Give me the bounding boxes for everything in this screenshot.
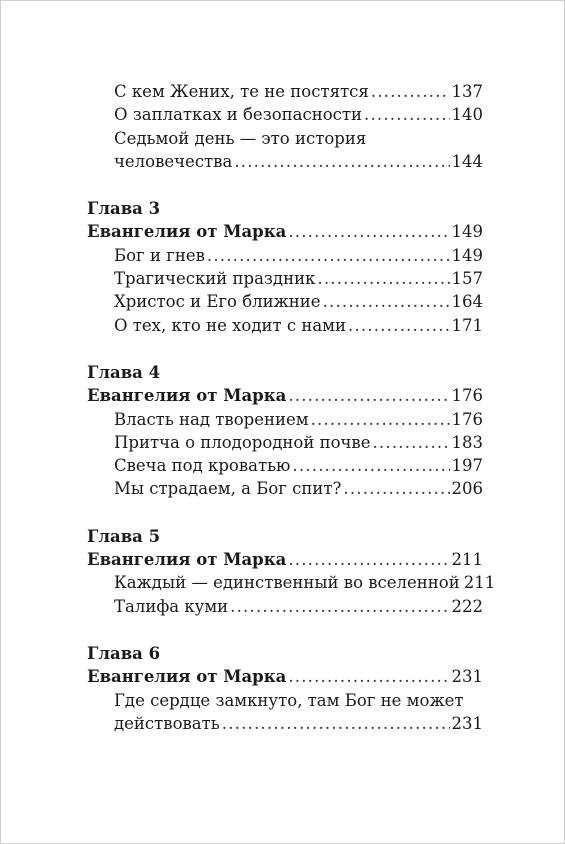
toc-entry-title: Талифа куми: [114, 596, 229, 616]
chapter-heading: Глава 4: [87, 362, 161, 382]
section-gap: [87, 173, 483, 197]
toc-entry-title: Притча о плодородной почве: [114, 432, 371, 452]
toc-entry-page: 222: [451, 596, 483, 616]
toc-entry[interactable]: [87, 408, 483, 431]
chapter-book-entry[interactable]: [87, 665, 483, 688]
toc-entry-title: О заплатках и безопасности: [114, 105, 362, 125]
toc-entry-page: 183: [451, 432, 483, 452]
section-gap: [87, 501, 483, 525]
toc-entry-title-line2: действовать: [114, 713, 220, 733]
dot-leader: [371, 80, 450, 103]
toc-entry-title: Христос и Его ближние: [114, 292, 321, 312]
dot-leader: [323, 290, 450, 313]
toc-entry-title: Каждый — единственный во вселенной: [114, 573, 460, 593]
dot-leader: [348, 314, 449, 337]
toc-entry-title: Мы страдаем, а Бог спит?: [114, 479, 342, 499]
chapter-heading: Глава 3: [87, 199, 161, 219]
toc-entry-page: 206: [451, 479, 483, 499]
toc-entry[interactable]: [87, 454, 483, 477]
toc-entry[interactable]: [87, 712, 483, 735]
toc-entry[interactable]: [87, 571, 496, 594]
dot-leader: [207, 244, 450, 267]
dot-leader: [311, 408, 450, 431]
dot-leader: [364, 103, 450, 126]
toc-entry[interactable]: [87, 314, 483, 337]
chapter-heading: Глава 5: [87, 526, 161, 546]
dot-leader: [317, 267, 449, 290]
toc-entry-title: Свеча под кроватью: [114, 456, 291, 476]
toc-entry-page: 176: [451, 409, 483, 429]
toc-entry[interactable]: [87, 290, 483, 313]
dot-leader: [230, 595, 449, 618]
chapter-heading: Глава 6: [87, 643, 161, 663]
toc-entry-title-line1[interactable]: Седьмой день — это история: [114, 128, 367, 148]
toc-entry-title: Бог и гнев: [114, 245, 205, 265]
toc-entry[interactable]: [87, 103, 483, 126]
dot-leader: [343, 477, 449, 500]
section-gap: [87, 337, 483, 361]
chapter-book-title: Евангелия от Марка: [87, 386, 287, 406]
chapter-book-page: 149: [451, 222, 483, 242]
toc-entry[interactable]: [87, 150, 483, 173]
dot-leader: [234, 150, 449, 173]
dot-leader: [288, 665, 449, 688]
toc-entry-page: 171: [451, 315, 483, 335]
toc-entry[interactable]: [87, 431, 483, 454]
toc-entry[interactable]: [87, 477, 483, 500]
toc-entry-page: 149: [451, 245, 483, 265]
toc-entry-page: 231: [451, 713, 483, 733]
dot-leader: [372, 431, 449, 454]
toc-entry-page: 157: [451, 269, 483, 289]
toc-entry[interactable]: [87, 80, 483, 103]
toc-entry-page: 137: [451, 82, 483, 101]
chapter-book-page: 176: [451, 386, 483, 406]
toc-entry-title: О тех, кто не ходит с нами: [114, 315, 347, 335]
toc-entry-page: 164: [451, 292, 483, 312]
toc-entry[interactable]: [87, 595, 483, 618]
toc-entry-page: 197: [451, 456, 483, 476]
chapter-book-title: Евангелия от Марка: [87, 667, 287, 687]
dot-leader: [222, 712, 450, 735]
dot-leader: [292, 454, 449, 477]
dot-leader: [288, 548, 449, 571]
toc-entry-title: Власть над творением: [114, 409, 309, 429]
toc-entry-page: 211: [463, 573, 496, 593]
chapter-book-page: 231: [451, 667, 483, 687]
chapter-book-entry[interactable]: [87, 220, 483, 243]
table-of-contents: [87, 80, 496, 735]
toc-entry-title-line1[interactable]: Где сердце замкнуто, там Бог не может: [114, 690, 464, 710]
chapter-book-entry[interactable]: [87, 548, 483, 571]
toc-entry[interactable]: [87, 244, 483, 267]
dot-leader: [288, 384, 449, 407]
chapter-book-entry[interactable]: [87, 384, 483, 407]
toc-entry-title: Трагический праздник: [114, 269, 316, 289]
section-gap: [87, 618, 483, 642]
toc-entry[interactable]: [87, 267, 483, 290]
dot-leader: [288, 220, 449, 243]
toc-entry-page: 140: [451, 105, 483, 125]
chapter-book-title: Евангелия от Марка: [87, 550, 287, 570]
chapter-book-title: Евангелия от Марка: [87, 222, 287, 242]
toc-entry-title: С кем Жених, те не постятся: [114, 82, 369, 101]
toc-entry-page: 144: [451, 151, 483, 171]
chapter-book-page: 211: [451, 550, 483, 570]
toc-entry-title-line2: человечества: [114, 151, 233, 171]
